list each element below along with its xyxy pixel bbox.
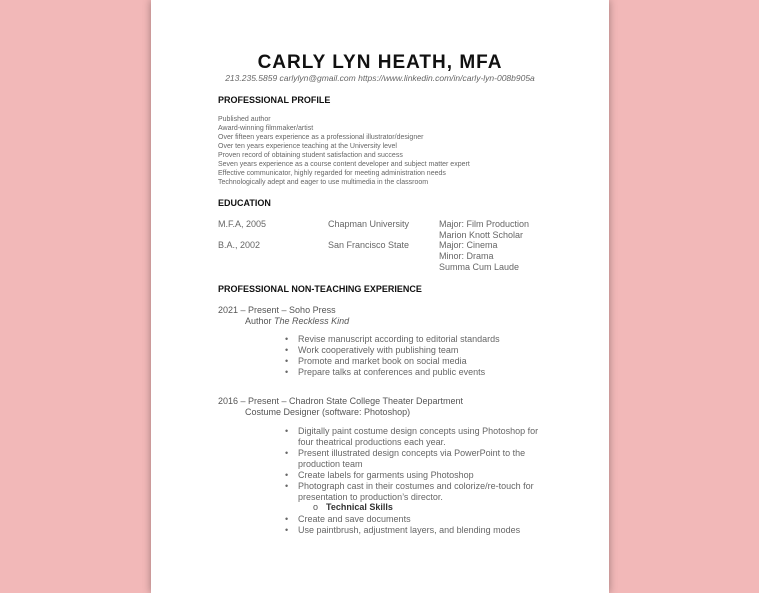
job-role <box>245 316 349 326</box>
bullet-item: • Create and save documents <box>285 514 585 525</box>
experience-heading: PROFESSIONAL NON-TEACHING EXPERIENCE <box>218 284 422 294</box>
profile-line: Over ten years experience teaching at the University level <box>218 143 397 150</box>
resume-page <box>151 0 609 593</box>
bullet-item: • Photograph cast in their costumes and colorize/re-touch for presentation to production’s director. <box>285 481 547 503</box>
education-detail: Major: Film Production <box>439 219 530 229</box>
education-detail: Minor: Drama <box>439 251 494 261</box>
bullet-item: • Create labels for garments using Photoshop <box>285 470 547 481</box>
education-degree: B.A., 2002 <box>218 240 261 250</box>
job-bullets <box>285 514 585 536</box>
job-title: 2021 – Present – Soho Press <box>218 305 336 315</box>
bullet-item: • Revise manuscript according to editorial standards <box>285 334 585 345</box>
bullet-item: • Promote and market book on social media <box>285 356 585 367</box>
education-detail: Marion Knott Scholar <box>439 230 524 240</box>
bullet-item: • Work cooperatively with publishing team <box>285 345 585 356</box>
profile-line: Effective communicator, highly regarded for meeting administration needs <box>218 170 446 177</box>
resume-name: CARLY LYN HEATH, MFA <box>257 52 503 73</box>
education-school: Chapman University <box>328 219 410 229</box>
education-details <box>439 219 529 241</box>
profile-line: Proven record of obtaining student satisfaction and success <box>218 152 403 159</box>
sub-item <box>313 502 393 512</box>
job-bullets <box>285 334 585 378</box>
job-role: Costume Designer (software: Photoshop) <box>245 407 411 417</box>
profile-line: Seven years experience as a course content developer and subject matter expert <box>218 161 470 168</box>
profile-heading: PROFESSIONAL PROFILE <box>218 95 331 105</box>
circle-bullet: o <box>313 502 319 512</box>
technical-skills-heading: Technical Skills <box>326 502 393 512</box>
profile-line: Published author <box>218 116 271 123</box>
job-bullets <box>285 426 547 503</box>
education-detail: Major: Cinema <box>439 240 498 250</box>
bullet-item: • Prepare talks at conferences and public events <box>285 367 585 378</box>
profile-line: Technologically adept and eager to use multimedia in the classroom <box>218 179 429 186</box>
contact-line: 213.235.5859 carlylyn@gmail.com https://www.linkedin.com/in/carly-lyn-008b905a <box>225 73 535 83</box>
job-role-text: Author <box>245 316 272 326</box>
bullet-item: • Digitally paint costume design concepts using Photoshop for four theatrical productions each year. <box>285 426 547 448</box>
education-school: San Francisco State <box>328 240 410 250</box>
profile-line: Award-winning filmmaker/artist <box>218 125 314 132</box>
job-title: 2016 – Present – Chadron State College Theater Department <box>218 396 463 406</box>
education-details <box>439 240 519 273</box>
education-detail: Summa Cum Laude <box>439 262 520 272</box>
bullet-item: • Present illustrated design concepts via PowerPoint to the production team <box>285 448 547 470</box>
profile-line: Over fifteen years experience as a professional illustrator/designer <box>218 134 424 141</box>
education-degree: M.F.A, 2005 <box>218 219 267 229</box>
bullet-item: • Use paintbrush, adjustment layers, and blending modes <box>285 525 585 536</box>
education-heading: EDUCATION <box>218 198 271 208</box>
book-title: The Reckless Kind <box>274 316 350 326</box>
profile-list <box>218 115 470 187</box>
